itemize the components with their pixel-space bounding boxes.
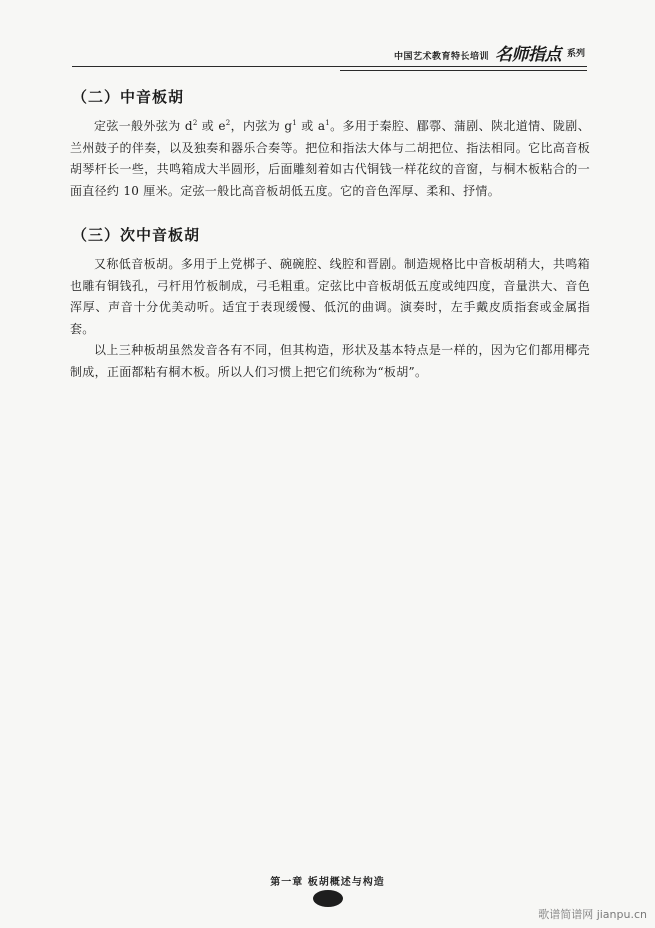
para-text: 或 a bbox=[297, 119, 326, 133]
superscript: 1 bbox=[325, 119, 331, 127]
header-rule-secondary bbox=[340, 70, 587, 71]
para-text: ，内弦为 g bbox=[230, 119, 293, 133]
para-text: 。多用于秦腔、郿鄠、蒲剧、陕北道情、陇剧、兰州鼓子的伴奏，以及独奏和器乐合奏等。把位和指法大体与二胡把位、指法相同。它比高音板胡琴杆长一些，共鸣箱成大半圆形，后面雕刻着如古代铜钱一样花纹的音窗，与桐木板粘合的一面直径约 10 厘米。定弦一般比高音板胡低五度。它的音色浑厚、柔和、抒情。 bbox=[70, 119, 590, 198]
superscript: 1 bbox=[292, 119, 298, 127]
running-header bbox=[394, 46, 585, 64]
watermark: 歌谱简谱网 jianpu.cn bbox=[538, 908, 647, 921]
header-brand-logo: 名师指点 bbox=[494, 45, 561, 65]
section-heading-zhongyin: （二）中音板胡 bbox=[72, 88, 185, 106]
page-number-oval bbox=[313, 890, 343, 907]
header-subtitle: 中国艺术教育特长培训 bbox=[393, 52, 489, 62]
superscript: 2 bbox=[225, 119, 231, 127]
para-text: 定弦一般外弦为 d bbox=[94, 119, 193, 133]
header-rule bbox=[72, 66, 587, 67]
page-content bbox=[70, 86, 590, 383]
paragraph-summary: 以上三种板胡虽然发音各有不同，但其构造，形状及基本特点是一样的，因为它们都用椰壳制成，正面都粘有桐木板。所以人们习惯上把它们统称为“板胡”。 bbox=[70, 343, 590, 379]
paragraph-zhongyin bbox=[70, 116, 590, 202]
para-text: 或 e bbox=[197, 119, 226, 133]
section-heading-cizhongyin: （三）次中音板胡 bbox=[72, 226, 201, 244]
chapter-footer: 第一章 板胡概述与构造 bbox=[270, 877, 385, 888]
superscript: 2 bbox=[192, 119, 198, 127]
header-series-label: 系列 bbox=[566, 49, 585, 59]
paragraph-cizhongyin: 又称低音板胡。多用于上党梆子、碗碗腔、线腔和晋剧。制造规格比中音板胡稍大，共鸣箱也雕有铜钱孔，弓杆用竹板制成，弓毛粗重。定弦比中音板胡低五度或纯四度，音量洪大、音色浑厚、声音十分优美动听。适宜于表现缓慢、低沉的曲调。演奏时，左手戴皮质指套或金属指套。 bbox=[70, 257, 590, 336]
